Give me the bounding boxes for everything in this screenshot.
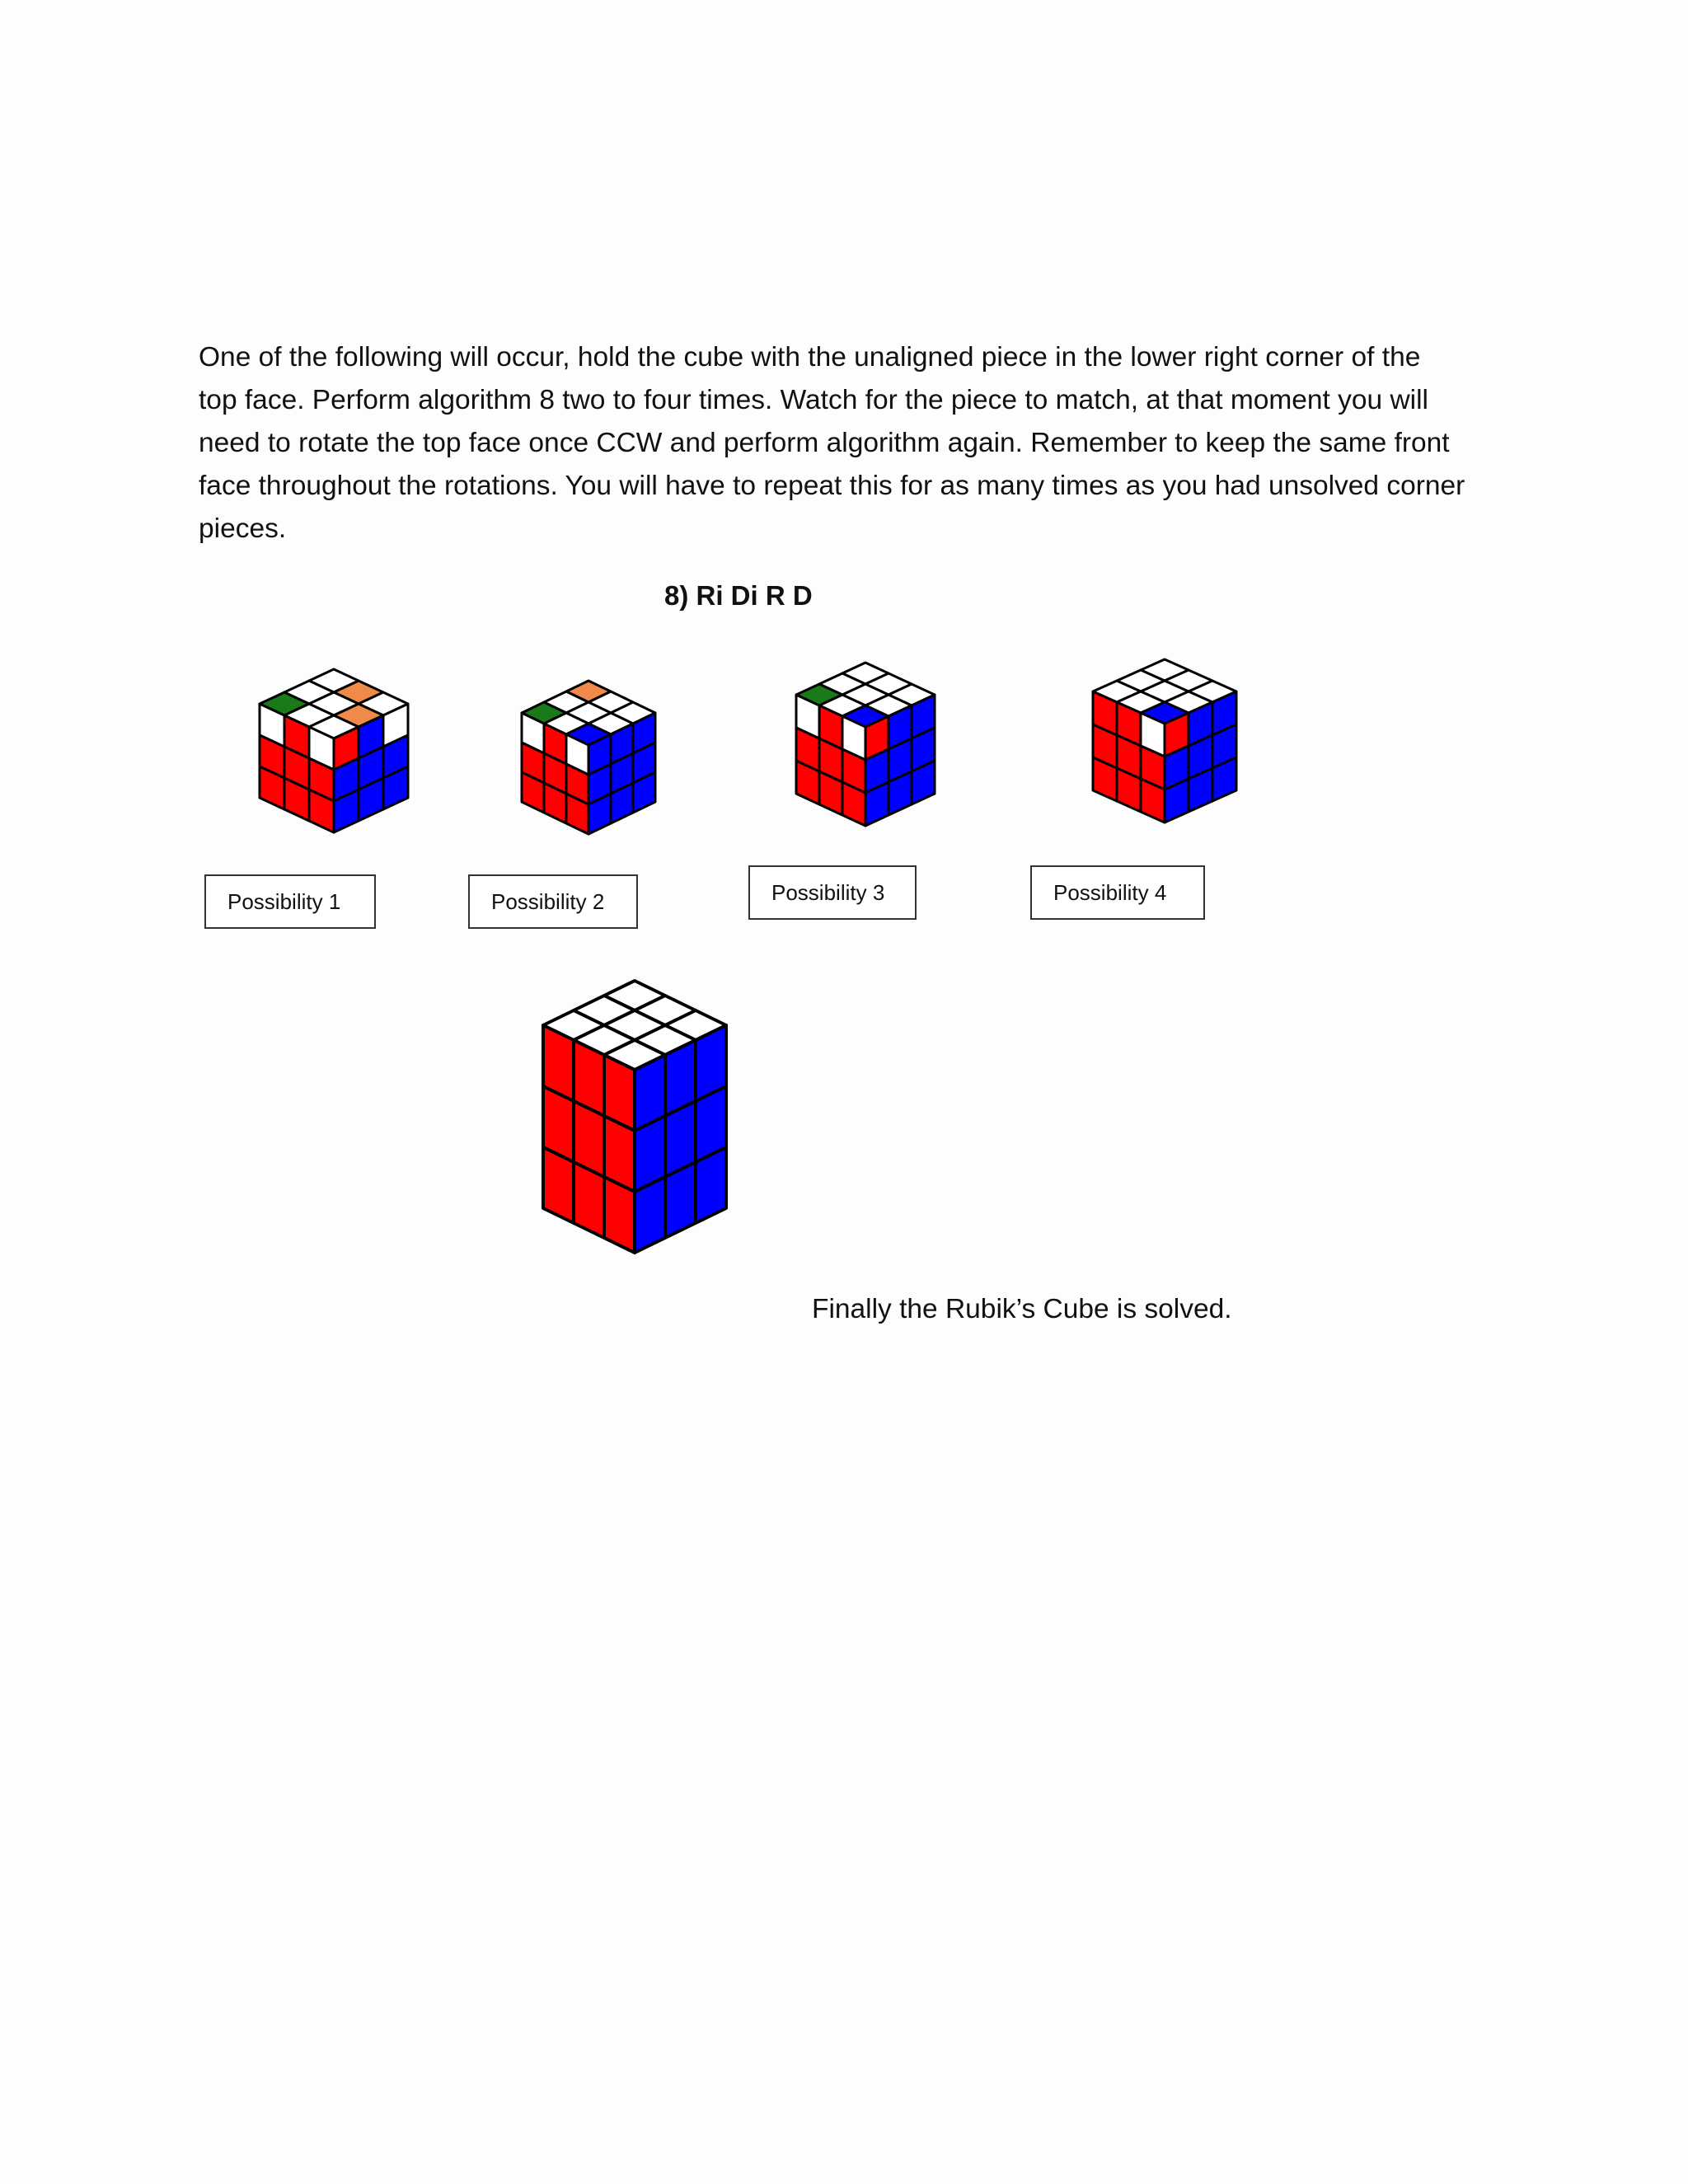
final-caption: Finally the Rubik’s Cube is solved. xyxy=(812,1294,1232,1324)
cube-sticker xyxy=(635,1177,665,1253)
cube-sticker xyxy=(665,1162,696,1238)
cube-possibility-2 xyxy=(481,674,712,905)
possibility-2-label: Possibility 2 xyxy=(468,874,638,929)
cube-solved xyxy=(478,972,783,1319)
cube-sticker xyxy=(543,1147,574,1223)
paragraph-line: top face. Perform algorithm 8 two to four times. Watch for the piece to match, at that moment you will xyxy=(199,385,1428,415)
instruction-paragraph xyxy=(199,336,1517,551)
possibility-1-label: Possibility 1 xyxy=(204,874,376,929)
paragraph-line: face throughout the rotations. You will have to repeat this for as many times as you had unsolved corner xyxy=(199,471,1465,501)
possibility-3-label: Possibility 3 xyxy=(748,865,917,920)
possibility-4-label: Possibility 4 xyxy=(1030,865,1205,920)
cube-sticker xyxy=(696,1147,726,1223)
cube-sticker xyxy=(604,1177,635,1253)
cube-sticker xyxy=(574,1162,604,1238)
paragraph-line: need to rotate the top face once CCW and perform algorithm again. Remember to keep the same front xyxy=(199,428,1450,458)
paragraph-line: pieces. xyxy=(199,513,287,544)
algorithm-heading: 8) Ri Di R D xyxy=(664,580,813,611)
paragraph-line: One of the following will occur, hold the cube with the unaligned piece in the lower right corner of the xyxy=(199,342,1421,373)
